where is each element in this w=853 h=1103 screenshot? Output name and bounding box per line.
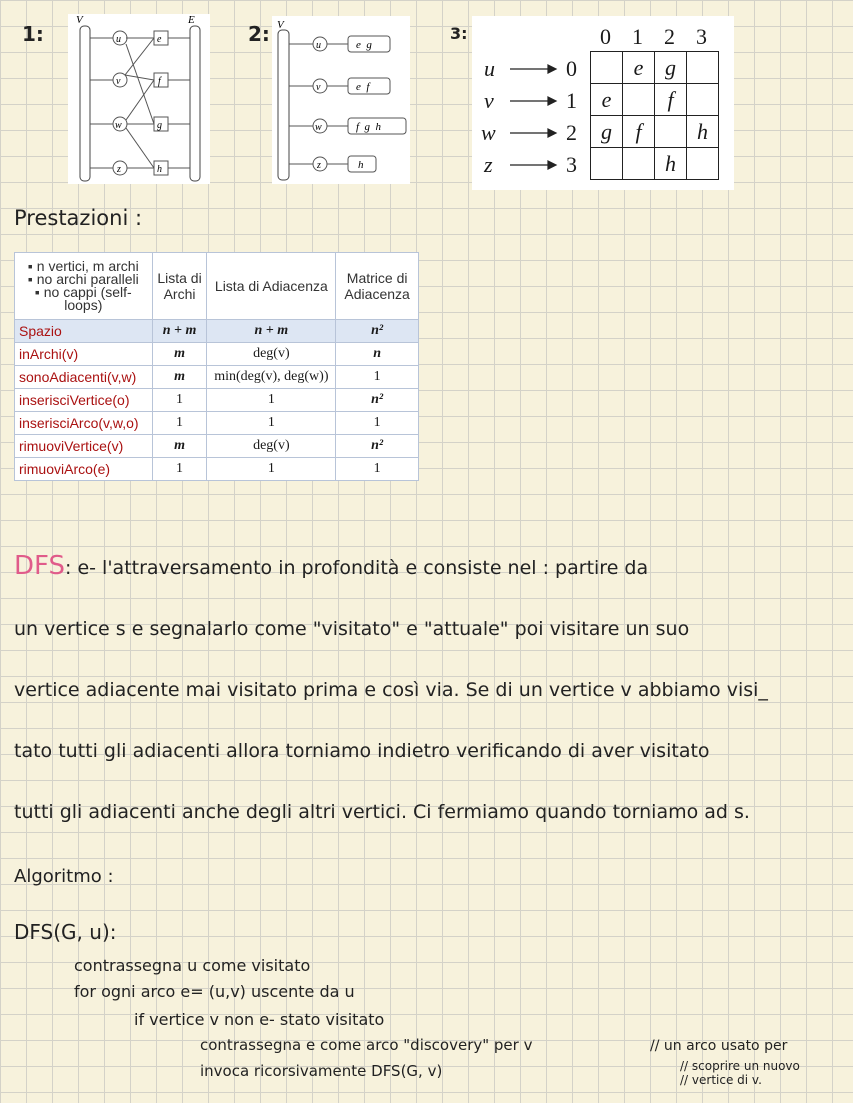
table-row [15, 389, 419, 412]
edge-list-diagram [68, 14, 210, 184]
matrix-col-header-1: 1 [632, 24, 643, 49]
value-cell: m [152, 366, 207, 389]
section-number-2: 2: [248, 22, 270, 46]
value-cell: 1 [336, 458, 419, 481]
dfs-line-2: un vertice s e segnalarlo come "visitato" e "attuale" poi visitare un suo [14, 618, 690, 640]
matrix-cell [622, 83, 655, 116]
matrix-row-index-0: 0 [566, 56, 577, 81]
matrix-cell [686, 51, 719, 84]
value-cell: 1 [336, 412, 419, 435]
prestazioni-heading: Prestazioni : [14, 206, 143, 230]
performance-table [14, 252, 419, 481]
section-number-3: 3: [450, 24, 468, 43]
value-cell: 1 [152, 458, 207, 481]
dfs-line-3: vertice adiacente mai visitato prima e così via. Se di un vertice v abbiamo visi_ [14, 679, 768, 701]
value-cell: m [152, 435, 207, 458]
code-line-1: contrassegna u come visitato [74, 956, 311, 975]
dfs-paragraph [14, 536, 844, 843]
graph1-vertex-u: u [116, 34, 121, 45]
matrix-cell: e [622, 51, 655, 84]
table-row [15, 435, 419, 458]
matrix-cell: f [622, 115, 655, 148]
matrix-cell: h [654, 147, 687, 180]
matrix-col-header-2: 2 [664, 24, 675, 49]
dfs-text: : e- l'attraversamento in profondità e consiste nel : partire da [65, 557, 649, 579]
matrix-grid [591, 52, 719, 180]
table-row [15, 320, 419, 343]
value-cell: 1 [152, 412, 207, 435]
dfs-line-5: tutti gli adiacenti anche degli altri vertici. Ci fermiamo quando torniamo ad s. [14, 801, 750, 823]
op-cell: rimuoviArco(e) [15, 458, 153, 481]
matrix-row-vertex-v: v [484, 88, 494, 113]
value-cell: 1 [207, 389, 336, 412]
matrix-cell: e [590, 83, 623, 116]
op-cell: sonoAdiacenti(v,w) [15, 366, 153, 389]
graph2-list-z: h [358, 159, 364, 171]
graph1-vertex-v: v [116, 76, 121, 87]
graph1-header-e: E [188, 14, 195, 26]
matrix-row-index-3: 3 [566, 152, 577, 177]
graph2-vertex-u: u [316, 40, 321, 51]
value-cell: min(deg(v), deg(w)) [207, 366, 336, 389]
op-cell: inArchi(v) [15, 343, 153, 366]
comment-line-1: // un arco usato per [650, 1038, 788, 1054]
table-row [15, 458, 419, 481]
value-cell: 1 [207, 458, 336, 481]
dfs-label: DFS [14, 551, 66, 581]
matrix-row-arrows [508, 56, 558, 186]
value-cell: deg(v) [207, 343, 336, 366]
value-cell: n² [336, 435, 419, 458]
graph1-edge-e: e [157, 34, 162, 45]
value-cell: 1 [152, 389, 207, 412]
value-cell: 1 [336, 366, 419, 389]
value-cell: deg(v) [207, 435, 336, 458]
matrix-cell: g [654, 51, 687, 84]
value-cell: n + m [207, 320, 336, 343]
matrix-cell [654, 115, 687, 148]
graph1-header-v: V [76, 14, 83, 26]
edge-list-svg [68, 14, 210, 184]
legend-item: ▪ n vertici, m archi [19, 260, 148, 273]
graph2-vertex-w: w [315, 122, 322, 133]
value-cell: n² [336, 320, 419, 343]
code-line-2: for ogni arco e= (u,v) uscente da u [74, 982, 355, 1001]
op-cell: inserisciArco(v,w,o) [15, 412, 153, 435]
adjacency-list-svg [272, 16, 410, 184]
matrix-col-header-0: 0 [600, 24, 611, 49]
section-number-1: 1: [22, 22, 44, 46]
op-cell: rimuoviVertice(v) [15, 435, 153, 458]
matrix-row-vertex-u: u [484, 56, 495, 81]
adjacency-list-diagram [272, 16, 410, 184]
table-row [15, 412, 419, 435]
graph1-vertex-w: w [115, 120, 122, 131]
header-lista-adiacenza: Lista di Adiacenza [207, 253, 336, 320]
dfs-line-4: tato tutti gli adiacenti allora torniamo indietro verificando di aver visitato [14, 740, 710, 762]
code-line-4: contrassegna e come arco "discovery" per v [200, 1036, 533, 1054]
graph2-list-u: e g [356, 39, 372, 51]
dfs-line-1 [14, 536, 844, 599]
table-legend [15, 253, 153, 320]
value-cell: m [152, 343, 207, 366]
algoritmo-label: Algoritmo : [14, 866, 114, 887]
op-cell: Spazio [15, 320, 153, 343]
graph2-vertex-v: v [316, 82, 321, 93]
matrix-col-header-3: 3 [696, 24, 707, 49]
value-cell: 1 [207, 412, 336, 435]
graph2-list-v: e f [356, 81, 370, 93]
op-cell: inserisciVertice(o) [15, 389, 153, 412]
table-row [15, 343, 419, 366]
matrix-cell [622, 147, 655, 180]
comment-line-3: // vertice di v. [680, 1073, 762, 1087]
legend-item: ▪ no archi paralleli [19, 273, 148, 286]
matrix-cell [590, 51, 623, 84]
graph2-header-v: V [277, 19, 284, 31]
code-line-5: invoca ricorsivamente DFS(G, v) [200, 1062, 443, 1080]
comment-line-2: // scoprire un nuovo [680, 1059, 800, 1073]
code-signature: DFS(G, u): [14, 920, 117, 944]
value-cell: n [336, 343, 419, 366]
legend-item: ▪ no cappi (self-loops) [19, 286, 148, 312]
matrix-cell: f [654, 83, 687, 116]
matrix-cell [590, 147, 623, 180]
matrix-cell [686, 83, 719, 116]
matrix-cell: h [686, 115, 719, 148]
graph1-edge-f: f [158, 76, 161, 87]
header-matrice-adiacenza: Matrice di Adiacenza [336, 253, 419, 320]
value-cell: n² [336, 389, 419, 412]
matrix-row-vertex-w: w [481, 120, 496, 145]
graph2-vertex-z: z [317, 160, 321, 171]
matrix-cell: g [590, 115, 623, 148]
value-cell: n + m [152, 320, 207, 343]
header-lista-archi: Lista di Archi [152, 253, 207, 320]
graph1-vertex-z: z [117, 164, 121, 175]
matrix-row-index-2: 2 [566, 120, 577, 145]
graph1-edge-g: g [157, 120, 162, 131]
table-row [15, 366, 419, 389]
matrix-row-index-1: 1 [566, 88, 577, 113]
code-line-3: if vertice v non e- stato visitato [134, 1010, 385, 1029]
graph1-edge-h: h [157, 164, 162, 175]
graph2-list-w: f g h [356, 121, 382, 133]
performance-table-wrapper [14, 252, 419, 481]
matrix-cell [686, 147, 719, 180]
matrix-row-vertex-z: z [484, 152, 493, 177]
